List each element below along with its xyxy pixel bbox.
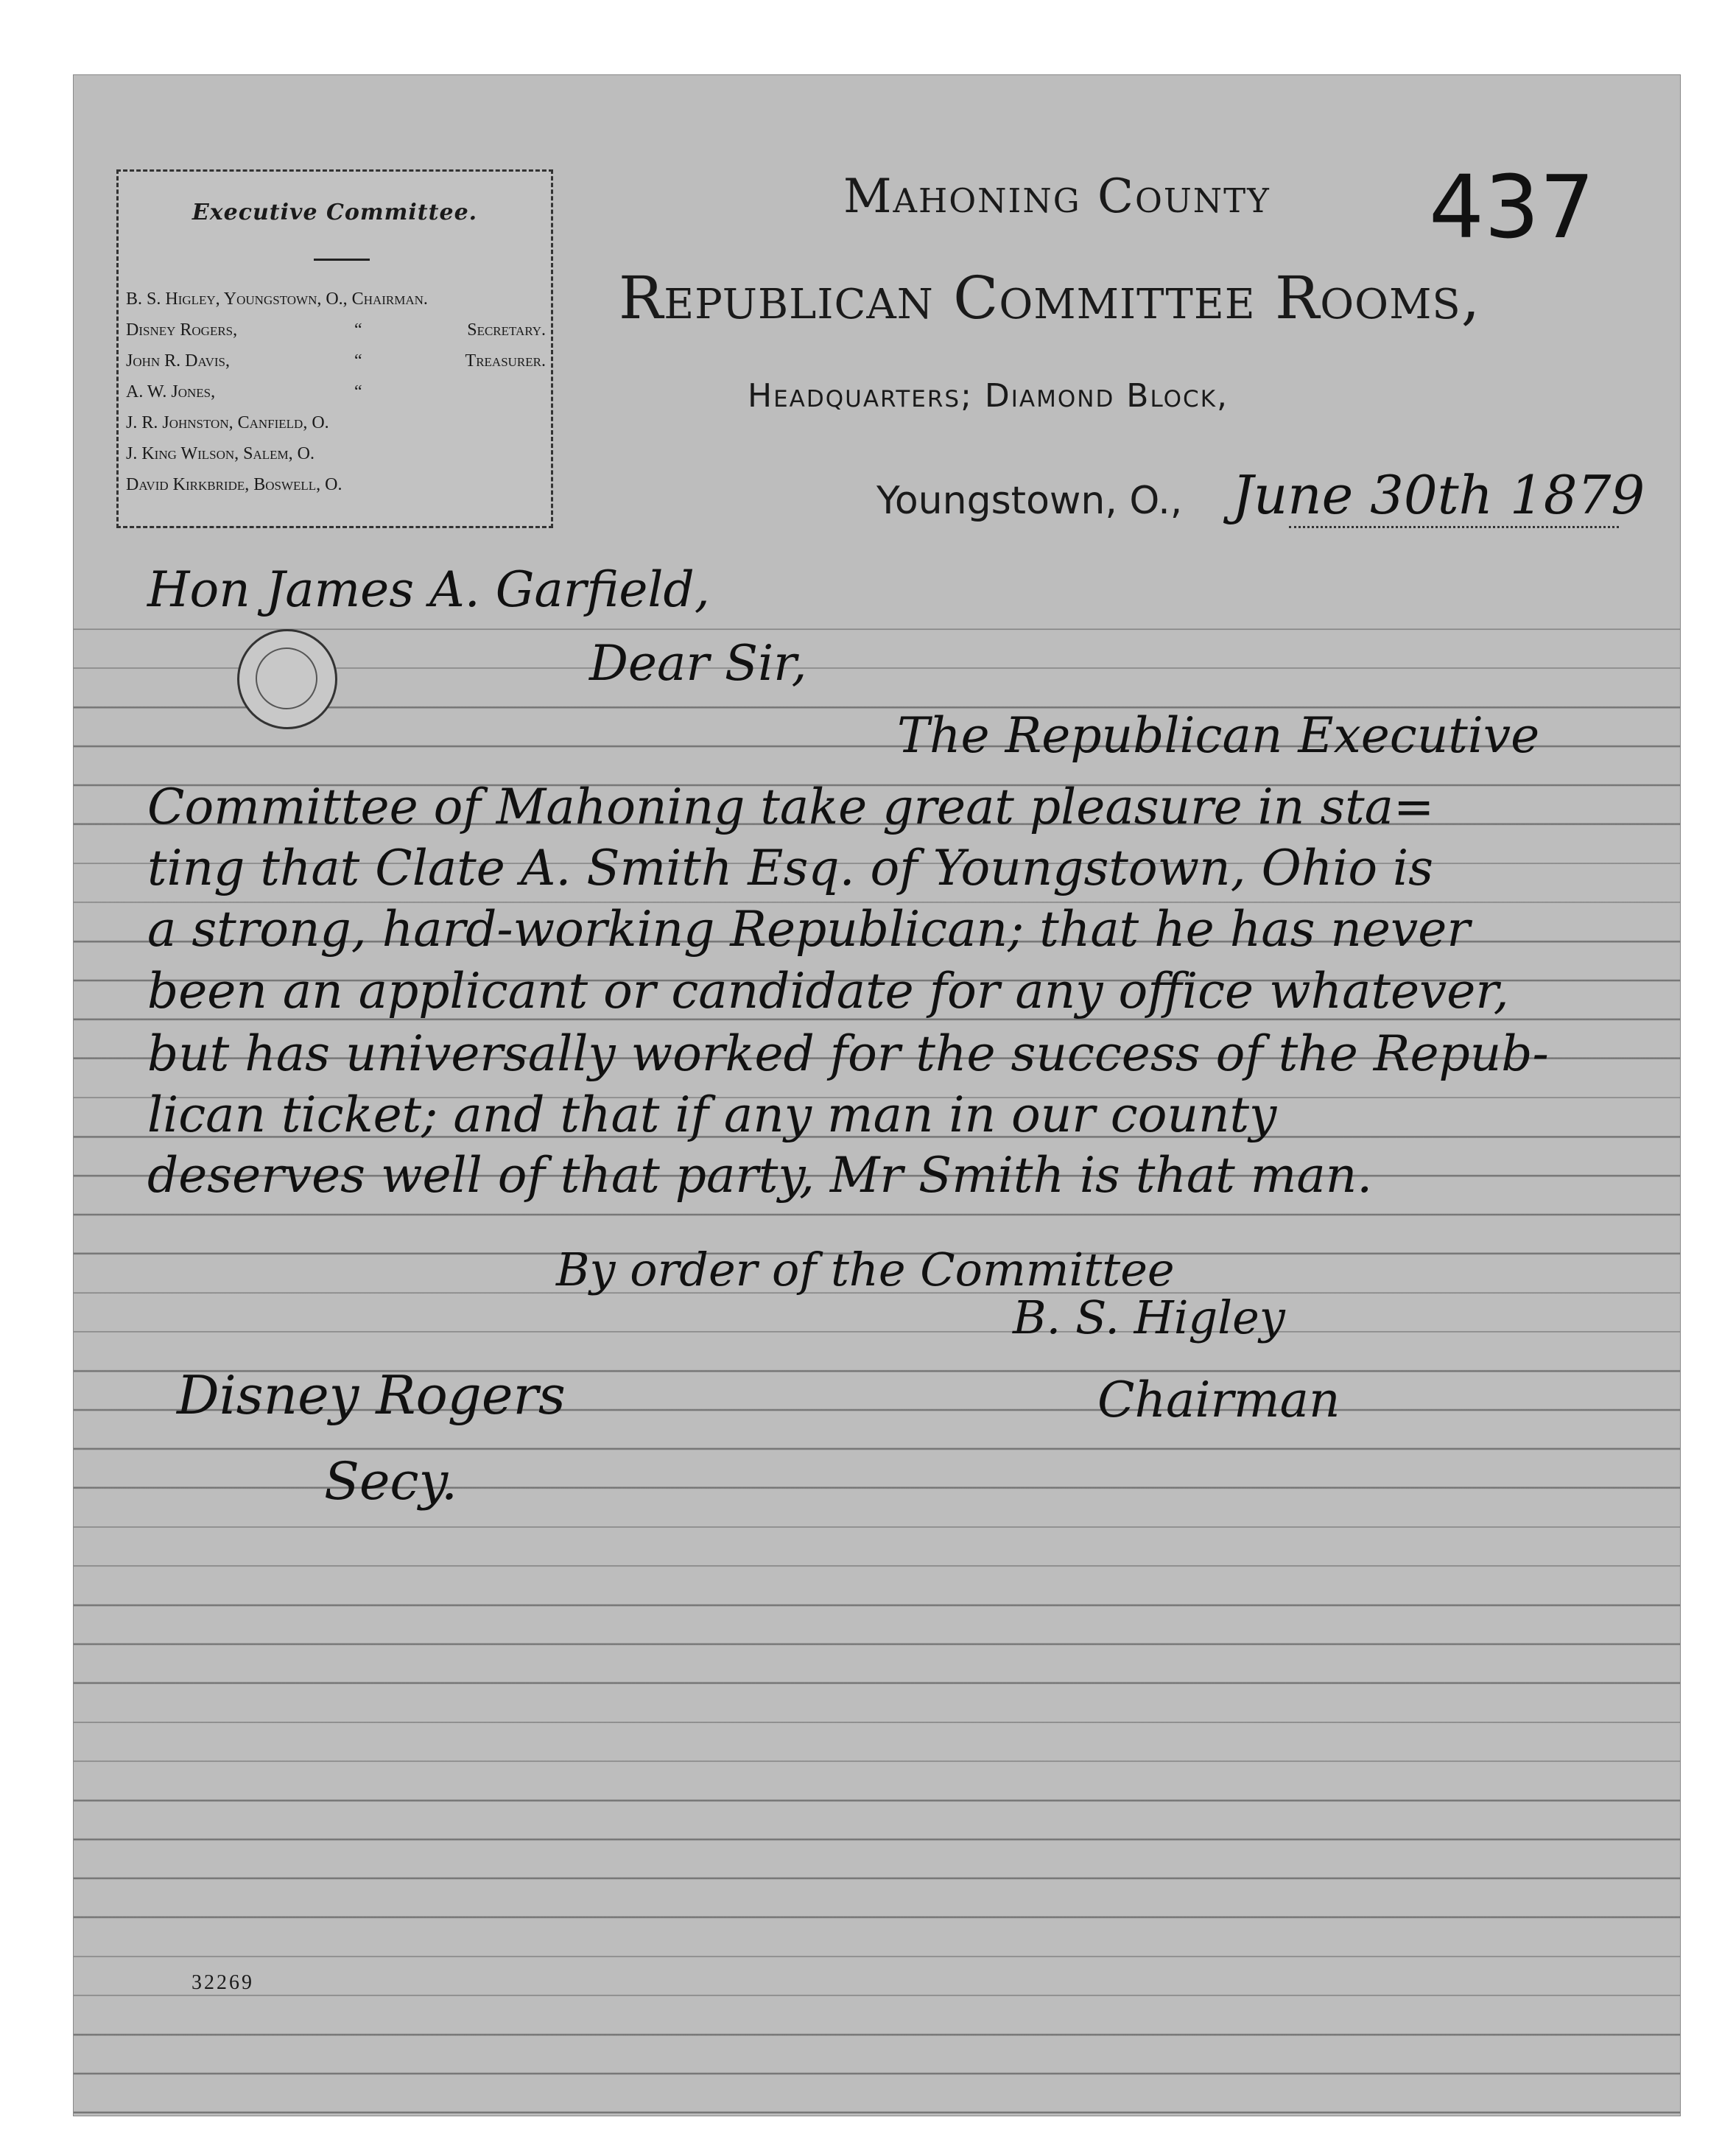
member-row — [126, 475, 546, 505]
member-row — [126, 351, 546, 381]
body-line: deserves well of that party, Mr Smith is that man. — [147, 1147, 1373, 1204]
salutation-greeting: Dear Sir, — [589, 635, 807, 692]
member-name: John R. Davis, — [126, 351, 230, 371]
member-row — [126, 320, 546, 350]
member-role: Treasurer. — [465, 351, 546, 371]
form-number: 32269 — [191, 1971, 254, 1994]
handwritten-date: June 30th 1879 — [1232, 464, 1645, 526]
body-line: but has universally worked for the success of the Repub- — [147, 1025, 1549, 1082]
letterhead-title: Republican Committee Rooms, — [619, 264, 1481, 332]
letterhead-address: Headquarters; Diamond Block, — [748, 377, 1229, 415]
member-name: David Kirkbride, Boswell, O. — [126, 475, 342, 494]
member-row — [126, 444, 546, 474]
letterhead-county: Mahoning County — [843, 169, 1271, 224]
secretary-title: Secy. — [324, 1451, 458, 1512]
body-line: lican ticket; and that if any man in our county — [147, 1087, 1277, 1143]
body-line: a strong, hard-working Republican; that he has never — [147, 901, 1470, 958]
member-name: J. King Wilson, Salem, O. — [126, 444, 314, 463]
chairman-signature: B. S. Higley — [1013, 1291, 1285, 1344]
member-name: Disney Rogers, — [126, 320, 238, 340]
member-name: J. R. Johnston, Canfield, O. — [126, 413, 329, 432]
body-line: ting that Clate A. Smith Esq. of Youngstown, Ohio is — [147, 840, 1434, 896]
executive-committee-box — [116, 169, 553, 528]
member-row — [126, 413, 546, 443]
member-ditto: “ — [354, 320, 362, 340]
eagle-emblem-icon — [256, 647, 317, 709]
secretary-signature: Disney Rogers — [177, 1364, 566, 1426]
member-role: Secretary. — [467, 320, 546, 340]
by-order-line: By order of the Committee — [556, 1243, 1175, 1296]
body-line: been an applicant or candidate for any office whatever, — [147, 963, 1509, 1019]
member-ditto: “ — [354, 351, 362, 371]
body-line: The Republican Executive — [897, 707, 1540, 764]
committee-divider — [314, 259, 370, 261]
member-ditto: “ — [354, 382, 362, 401]
member-name: B. S. Higley, Youngstown, O., Chairman. — [126, 289, 428, 309]
member-row — [126, 382, 546, 412]
member-name: A. W. Jones, — [126, 382, 216, 401]
letterhead-place: Youngstown, O., — [876, 479, 1183, 523]
member-row — [126, 289, 546, 319]
document-number: 437 — [1429, 156, 1595, 258]
letter-sheet — [74, 75, 1680, 2116]
date-dotted-line — [1289, 526, 1619, 528]
salutation-addressee: Hon James A. Garfield, — [147, 561, 710, 618]
body-line: Committee of Mahoning take great pleasure in sta= — [147, 779, 1435, 835]
committee-title: Executive Committee. — [191, 200, 478, 225]
stamp-seal — [237, 629, 337, 729]
chairman-title: Chairman — [1097, 1372, 1340, 1428]
